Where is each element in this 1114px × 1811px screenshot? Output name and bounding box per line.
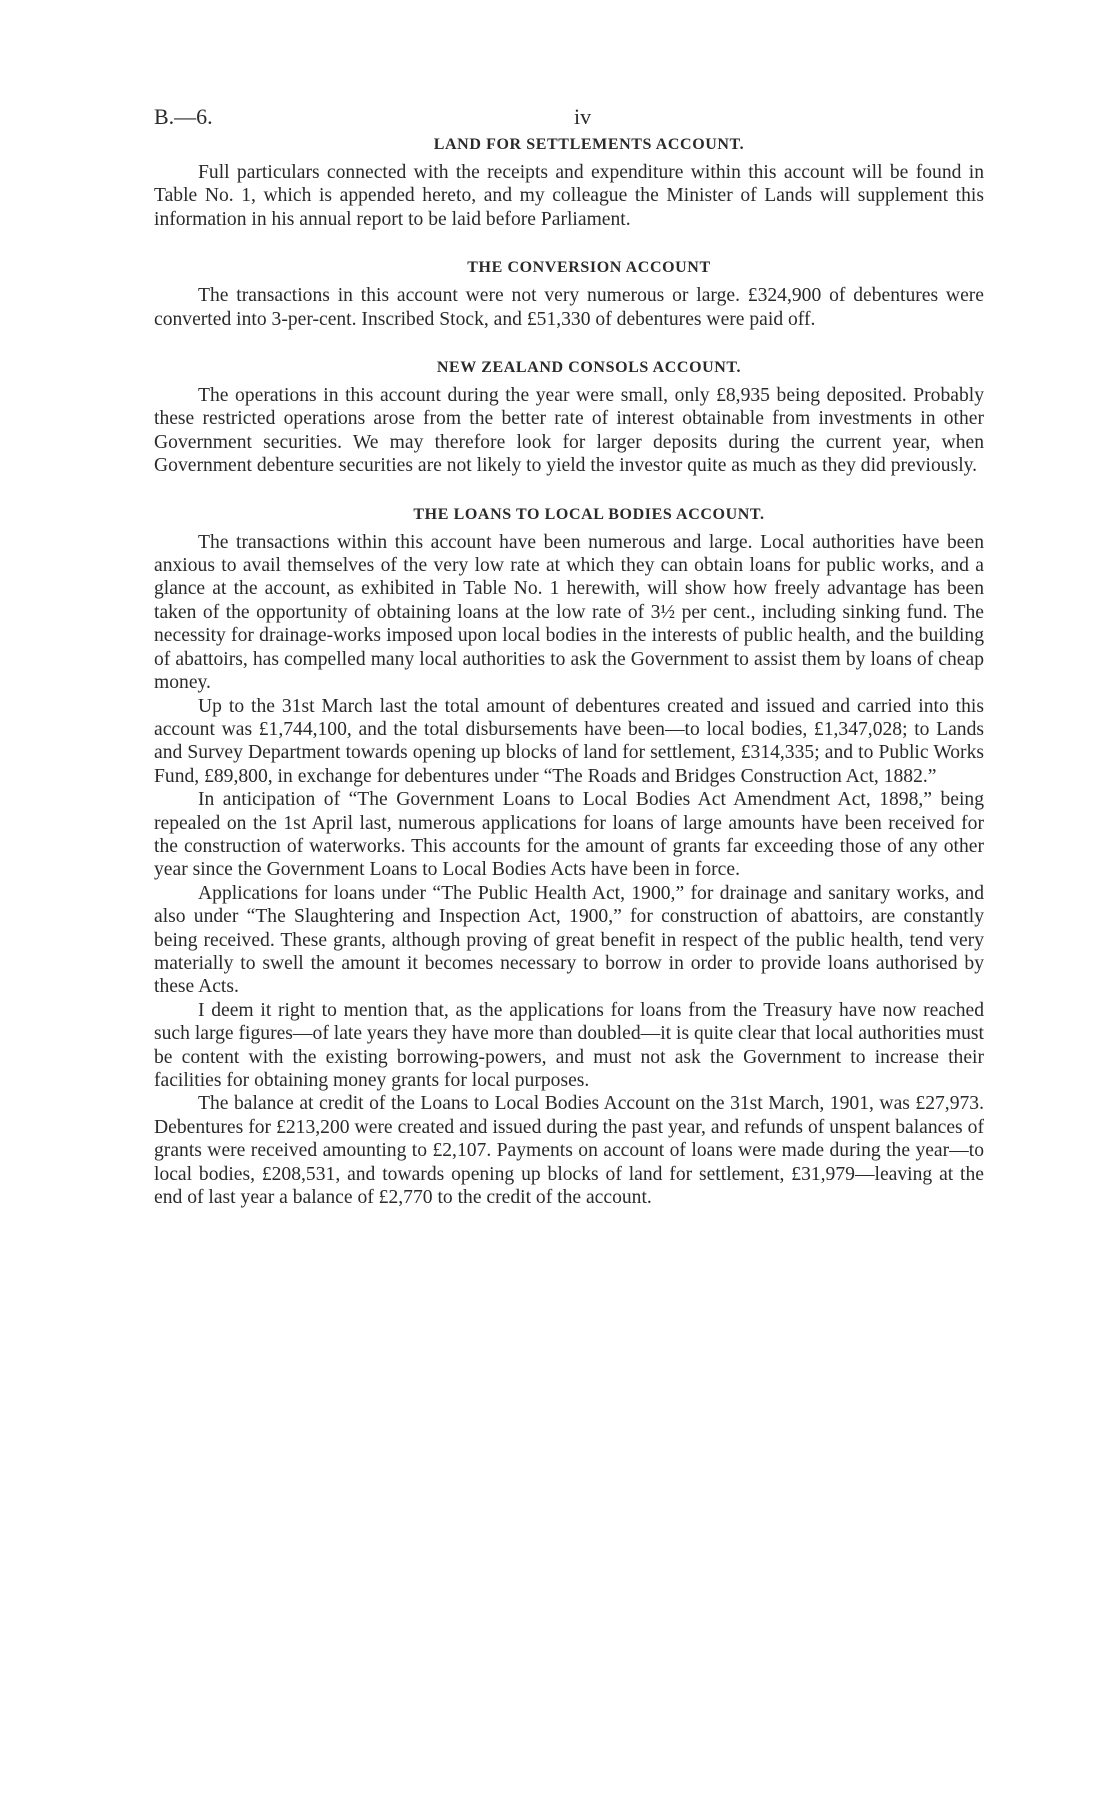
- section-land-for-settlements: [154, 134, 984, 231]
- paragraph: I deem it right to mention that, as the applications for loans from the Treasury have now reached such large figures—of late years they have more than doubled—it is quite clear that local authorities must be content with the existing borrowing-powers, and must not ask the Government to increase their facilities for obtaining money grants for local purposes.: [154, 999, 984, 1091]
- section-consols-account: [154, 357, 984, 478]
- document-page: [154, 104, 984, 1209]
- section-heading: THE CONVERSION ACCOUNT: [467, 259, 711, 277]
- section-heading: THE LOANS TO LOCAL BODIES ACCOUNT.: [413, 505, 765, 523]
- paragraph: In anticipation of “The Government Loans to Local Bodies Act Amendment Act, 1898,” being repealed on the 1st April last, numerous applications for loans of large amounts have been received for the construction of waterworks. This accounts for the amount of grants far exceeding those of any other year since the Government Loans to Local Bodies Acts have been in force.: [154, 789, 984, 881]
- paragraph: The transactions within this account have been numerous and large. Local authorities have been anxious to avail themselves of the very low rate at which they can obtain loans for public works, and a glance at the account, as exhibited in Table No. 1 herewith, will show how freely advantage has been taken of the opportunity of obtaining loans at the low rate of 3½ per cent., including sinking fund. The necessity for drainage-works imposed upon local bodies in the interests of public health, and the building of abattoirs, has compelled many local authorities to ask the Government to assist them by loans of cheap money.: [154, 531, 984, 694]
- paragraph: Applications for loans under “The Public Health Act, 1900,” for drainage and sanitary works, and also under “The Slaughtering and Inspection Act, 1900,” for construction of abattoirs, are constantly being received. These grants, although proving of great benefit in respect of the public health, tend very materially to swell the amount it becomes necessary to borrow in order to provide loans authorised by these Acts.: [154, 882, 984, 998]
- document-code: B.—6.: [154, 104, 213, 129]
- section-heading: LAND FOR SETTLEMENTS ACCOUNT.: [433, 136, 745, 153]
- section-heading: NEW ZEALAND CONSOLS ACCOUNT.: [436, 359, 742, 377]
- paragraph: The operations in this account during the year were small, only £8,935 being deposited. Probably these restricted operations arose from the better rate of interest obtainable from investments in other Government securities. We may therefore look for larger deposits during the current year, when Government debenture securities are not likely to yield the investor quite as much as they did previously.: [154, 385, 984, 477]
- paragraph: The transactions in this account were not very numerous or large. £324,900 of debentures were converted into 3-per-cent. Inscribed Stock, and £51,330 of debentures were paid off.: [154, 285, 984, 330]
- paragraph: Full particulars connected with the receipts and expenditure within this account will be found in Table No. 1, which is appended hereto, and my colleague the Minister of Lands will supplement this information in his annual report to be laid before Parliament.: [154, 162, 984, 230]
- page-number: iv: [574, 104, 592, 129]
- section-conversion-account: [154, 257, 984, 331]
- paragraph: Up to the 31st March last the total amount of debentures created and issued and carried into this account was £1,744,100, and the total disbursements have been—to local bodies, £1,347,028; to Lands and Survey Department towards opening up blocks of land for settlement, £314,335; and to Public Works Fund, £89,800, in exchange for debentures under “The Roads and Bridges Construction Act, 1882.”: [154, 695, 984, 787]
- section-loans-to-local-bodies: [154, 504, 984, 1210]
- page-header: [154, 104, 984, 134]
- paragraph: The balance at credit of the Loans to Local Bodies Account on the 31st March, 1901, was £27,973. Debentures for £213,200 were created and issued during the past year, and refunds of unspent balances of grants were received amounting to £2,107. Payments on account of loans were made during the year—to local bodies, £208,531, and towards opening up blocks of land for settlement, £31,979—leaving at the end of last year a balance of £2,770 to the credit of the account.: [154, 1093, 984, 1209]
